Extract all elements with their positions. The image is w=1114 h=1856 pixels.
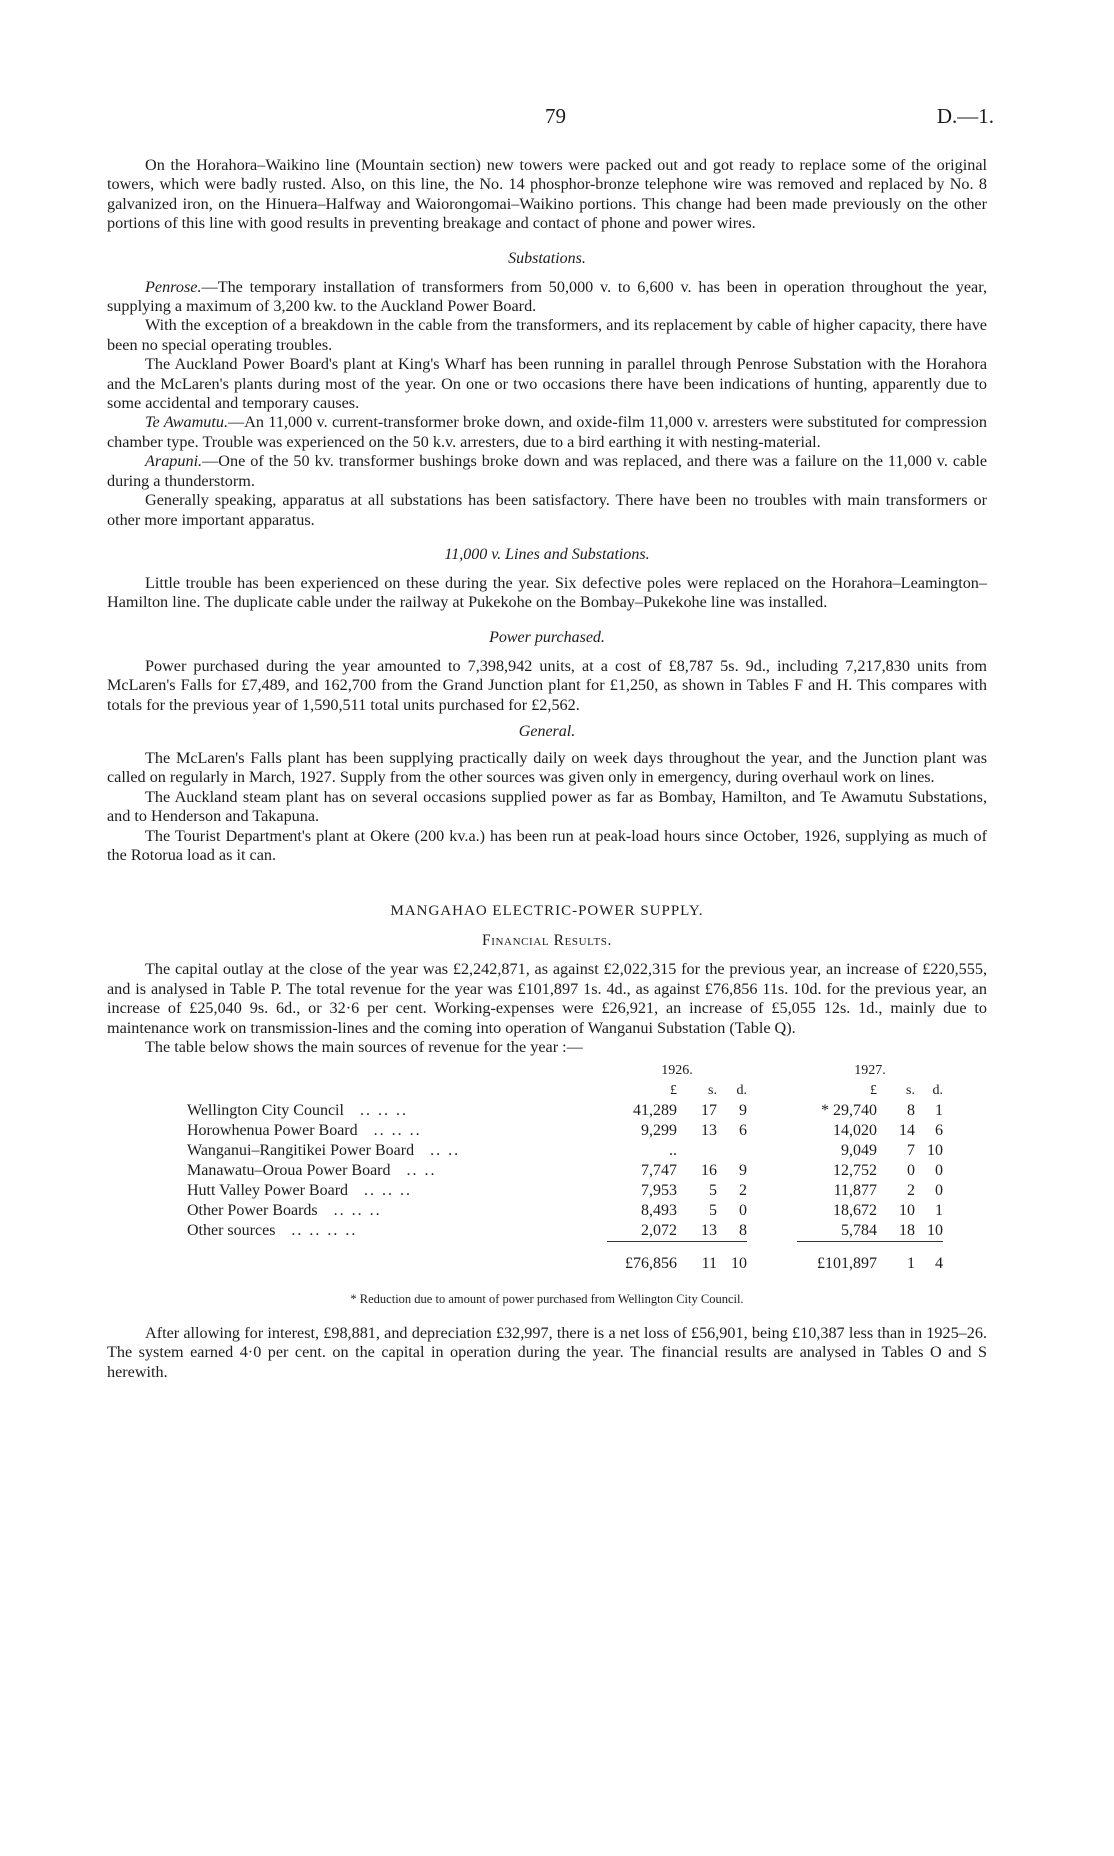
- row-1926-shillings: 17: [701, 1102, 717, 1120]
- general-paragraph-3: The Tourist Department's plant at Okere (200 kv.a.) has been run at peak-load hours since October, 1926, supplying as much of the Rotorua load as it can.: [107, 826, 987, 864]
- total-1926-shillings: 11: [677, 1242, 717, 1275]
- row-1927-shillings: 2: [907, 1182, 915, 1200]
- row-1926-pounds: 8,493: [641, 1202, 677, 1220]
- table-units-header: [187, 1081, 943, 1101]
- row-1926-shillings: [677, 1141, 717, 1161]
- row-1927-shillings: 18: [899, 1222, 915, 1240]
- row-1927-pounds: 9,049: [841, 1142, 877, 1160]
- mangahao-heading: MANGAHAO ELECTRIC-POWER SUPPLY.: [390, 903, 704, 920]
- row-source: Manawatu–Oroua Power Board: [187, 1162, 391, 1180]
- table-row: [187, 1181, 943, 1201]
- row-1926-pounds: ..: [669, 1142, 677, 1160]
- table-body: [187, 1101, 943, 1242]
- row-1926-pence: 9: [739, 1102, 747, 1120]
- row-1926-shillings: 16: [701, 1162, 717, 1180]
- table-footnote: * Reduction due to amount of power purchased from Wellington City Council.: [350, 1292, 744, 1307]
- lines-heading: 11,000 v. Lines and Substations.: [444, 545, 650, 563]
- row-1926-pence: 2: [739, 1182, 747, 1200]
- row-1926-pence: [717, 1141, 747, 1161]
- row-1927-pence: 10: [927, 1222, 943, 1240]
- row-leader-dots: .. .. ..: [364, 1182, 413, 1200]
- penrose-text: —The temporary installation of transformers from 50,000 v. to 6,600 v. has been in operation throughout the year, supplying a maximum of 3,200 kw. to the Auckland Power Board.: [107, 277, 987, 316]
- row-source: Wellington City Council: [187, 1102, 344, 1120]
- row-leader-dots: .. .. ..: [373, 1122, 422, 1140]
- row-1927-pounds: 14,020: [833, 1122, 877, 1140]
- row-1927-shillings: 0: [907, 1162, 915, 1180]
- table-row: [187, 1141, 943, 1161]
- row-leader-dots: .. .. .. ..: [291, 1222, 358, 1240]
- row-1927-pounds: 18,672: [833, 1202, 877, 1220]
- row-leader-dots: .. .. ..: [333, 1202, 382, 1220]
- row-1927-pounds: 11,877: [833, 1182, 877, 1200]
- table-row: [187, 1101, 943, 1121]
- penrose-paragraph: [107, 278, 987, 317]
- total-1927-pence: 4: [915, 1242, 943, 1275]
- intro-paragraph: On the Horahora–Waikino line (Mountain section) new towers were packed out and got ready to replace some of the original towers, which were badly rusted. Also, on this line, the No. 14 phosphor-bronze telephone wire was removed and replaced by No. 8 galvanized iron, on the Hinuera–Halfway and Waiorongomai–Waikino portions. This change had been made previously on the other portions of this line with good results in preventing breakage and contact of phone and power wires.: [107, 156, 987, 233]
- row-1926-pence: 8: [739, 1222, 747, 1240]
- te-awamutu-text: —An 11,000 v. current-transformer broke down, and oxide-film 11,000 v. arresters were substituted for compression chamber type. Trouble was experienced on the 50 k.v. arresters, due to a bird earthing it with nesting-material.: [107, 413, 987, 451]
- year-1926-header: 1926.: [661, 1063, 693, 1079]
- page-number: 79: [545, 104, 566, 128]
- substations-heading: Substations.: [508, 249, 586, 267]
- row-1927-pence: 0: [935, 1162, 943, 1180]
- row-leader-dots: .. .. ..: [359, 1102, 408, 1120]
- power-purchased-paragraph: Power purchased during the year amounted to 7,398,942 units, at a cost of £8,787 5s. 9d., including 7,217,830 units from McLaren's Falls for £7,489, and 162,700 from the Grand Junction plant for £1,250, as shown in Tables F and H. This compares with totals for the previous year of 1,590,511 total units purchased for £2,562.: [107, 656, 987, 714]
- general-paragraph-1: The McLaren's Falls plant has been supplying practically daily on week days throughout the year, and the Junction plant was called on regularly in March, 1927. Supply from the other sources was given only in emergency, during overhaul work on lines.: [107, 748, 987, 787]
- capital-outlay-paragraph: The capital outlay at the close of the year was £2,242,871, as against £2,022,315 for the previous year, an increase of £220,555, and is analysed in Table P. The total revenue for the year was £101,897 1s. 4d., as against £76,856 11s. 10d. for the previous year, an increase of £25,040 9s. 6d., or 32·6 per cent. Working-expenses were £26,921, an increase of £5,055 12s. 1d., mainly due to maintenance work on transmission-lines and the coming into operation of Wanganui Substation (Table Q).: [107, 960, 987, 1037]
- row-1927-shillings: 7: [907, 1142, 915, 1160]
- unit-shillings-1926: s.: [708, 1083, 717, 1099]
- row-1926-pence: 9: [739, 1162, 747, 1180]
- row-1927-pounds: 5,784: [841, 1222, 877, 1240]
- substations-general-paragraph: Generally speaking, apparatus at all substations has been satisfactory. There have been no troubles with main transformers or other more important apparatus.: [107, 491, 987, 529]
- row-1926-pounds: 7,953: [641, 1182, 677, 1200]
- general-paragraph-2: The Auckland steam plant has on several occasions supplied power as far as Bombay, Hamilton, and Te Awamutu Substations, and to Henderson and Takapuna.: [107, 787, 987, 826]
- power-purchased-heading: Power purchased.: [489, 628, 605, 646]
- row-1926-pounds: 7,747: [641, 1162, 677, 1180]
- row-1926-pounds: 2,072: [641, 1222, 677, 1240]
- row-1927-pence: 10: [927, 1142, 943, 1160]
- row-source: Other sources: [187, 1222, 276, 1240]
- penrose-label: Penrose.: [145, 277, 202, 296]
- row-1926-pence: 6: [739, 1122, 747, 1140]
- table-intro-paragraph: The table below shows the main sources of revenue for the year :—: [145, 1038, 583, 1056]
- row-1926-shillings: 5: [709, 1182, 717, 1200]
- table-row: [187, 1201, 943, 1221]
- row-source: Hutt Valley Power Board: [187, 1182, 349, 1200]
- kings-wharf-paragraph: The Auckland Power Board's plant at King's Wharf has been running in parallel through Penrose Substation with the Horahora and the McLaren's plants during most of the year. On one or two occasions there have been indications of hunting, apparently due to some accidental and temporary causes.: [107, 355, 987, 413]
- row-1927-shillings: 14: [899, 1122, 915, 1140]
- total-1927-shillings: 1: [877, 1242, 915, 1275]
- arapuni-text: —One of the 50 kv. transformer bushings broke down and was replaced, and there was a failure on the 11,000 v. cable during a thunderstorm.: [107, 452, 987, 490]
- cable-exception-paragraph: With the exception of a breakdown in the cable from the transformers, and its replacement by cable of higher capacity, there have been no special operating troubles.: [107, 316, 987, 354]
- unit-pounds-1927: £: [870, 1083, 877, 1099]
- row-1926-shillings: 13: [701, 1222, 717, 1240]
- row-1926-pounds: 9,299: [641, 1122, 677, 1140]
- row-source: Horowhenua Power Board: [187, 1122, 358, 1140]
- row-1926-shillings: 5: [709, 1202, 717, 1220]
- row-source: Wanganui–Rangitikei Power Board: [187, 1142, 415, 1160]
- total-1927-pounds: £101,897: [797, 1242, 877, 1275]
- arapuni-label: Arapuni.: [145, 452, 203, 471]
- row-leader-dots: .. ..: [430, 1142, 461, 1160]
- te-awamutu-label: Te Awamutu.: [145, 413, 229, 432]
- table-row: [187, 1161, 943, 1181]
- table-total-row: [187, 1242, 943, 1275]
- row-1927-shillings: 8: [907, 1102, 915, 1120]
- unit-pence-1927: d.: [932, 1083, 943, 1099]
- document-reference: D.—1.: [936, 104, 994, 128]
- financial-results-heading: Financial Results.: [482, 932, 612, 950]
- arapuni-paragraph: [107, 452, 987, 491]
- revenue-table: [187, 1061, 943, 1274]
- row-1926-shillings: 13: [701, 1122, 717, 1140]
- total-1926-pounds: £76,856: [607, 1242, 677, 1275]
- te-awamutu-paragraph: [107, 413, 987, 452]
- row-1927-pounds: 12,752: [833, 1162, 877, 1180]
- table-year-header: [187, 1061, 943, 1081]
- unit-shillings-1927: s.: [906, 1083, 915, 1099]
- row-leader-dots: .. ..: [406, 1162, 437, 1180]
- general-heading: General.: [518, 722, 576, 740]
- row-1927-pounds: * 29,740: [821, 1102, 877, 1120]
- page-body: [107, 156, 987, 1382]
- row-1927-shillings: 10: [899, 1202, 915, 1220]
- row-1927-pence: 1: [935, 1102, 943, 1120]
- total-1926-pence: 10: [717, 1242, 747, 1275]
- unit-pence-1926: d.: [736, 1083, 747, 1099]
- unit-pounds-1926: £: [670, 1083, 677, 1099]
- row-1927-pence: 6: [935, 1122, 943, 1140]
- net-loss-paragraph: After allowing for interest, £98,881, and depreciation £32,997, there is a net loss of £56,901, being £10,387 less than in 1925–26. The system earned 4·0 per cent. on the capital in operation during the year. The financial results are analysed in Tables O and S herewith.: [107, 1323, 987, 1381]
- row-1926-pence: 0: [739, 1202, 747, 1220]
- table-row: [187, 1121, 943, 1141]
- table-row: [187, 1221, 943, 1242]
- row-1926-pounds: 41,289: [633, 1102, 677, 1120]
- row-source: Other Power Boards: [187, 1202, 318, 1220]
- year-1927-header: 1927.: [854, 1063, 886, 1079]
- row-1927-pence: 0: [935, 1182, 943, 1200]
- lines-paragraph: Little trouble has been experienced on these during the year. Six defective poles were replaced on the Horahora–Leamington–Hamilton line. The duplicate cable under the railway at Pukekohe on the Bombay–Pukekohe line was installed.: [107, 573, 987, 612]
- row-1927-pence: 1: [935, 1202, 943, 1220]
